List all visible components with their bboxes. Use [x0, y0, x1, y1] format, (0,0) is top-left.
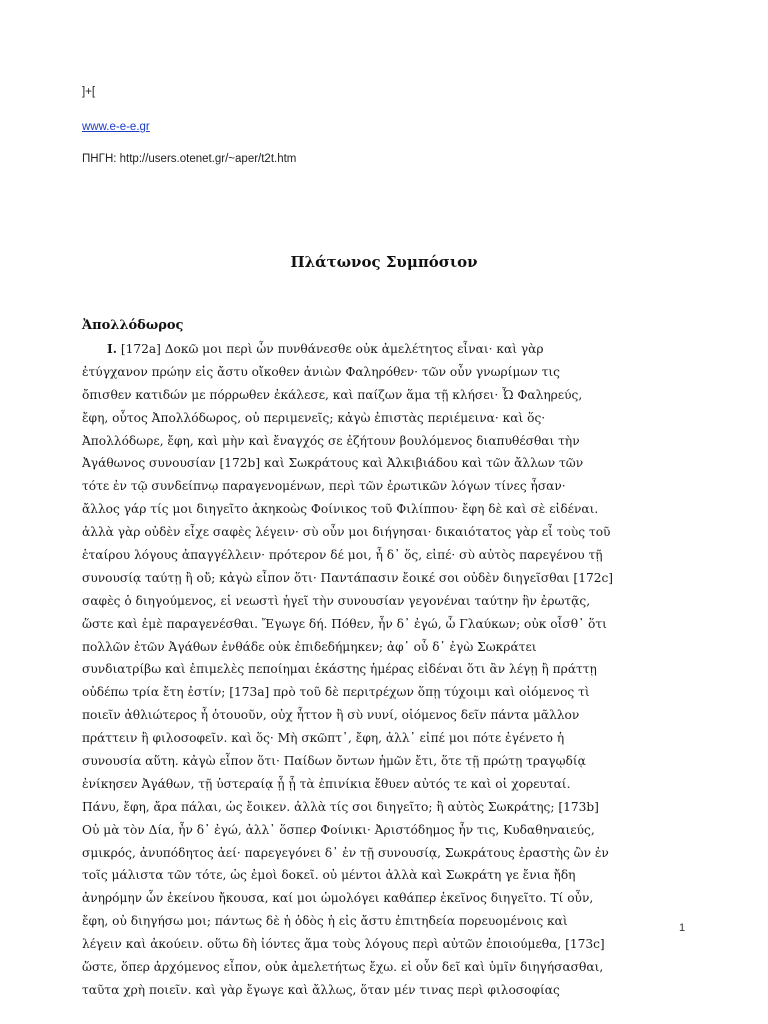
- line-text: σαφὲς ὁ διηγούμενος, εἰ νεωστὶ ἡγεῖ τὴν συνουσίαν γεγονέναι ταύτην ἣν ἐρωτᾷς,: [82, 593, 591, 608]
- speaker-heading: Ἀπολλόδωρος: [82, 318, 184, 333]
- line-text: ὄπισθεν κατιδών με πόρρωθεν ἐκάλεσε, καὶ παίζων ἅμα τῇ κλήσει· Ὦ Φαληρεύς,: [82, 387, 583, 402]
- line-text: σμικρός, ἀνυπόδητος ἀεί· παρεγεγόνει δ᾽ ἐν τῇ συνουσίᾳ, Σωκράτους ἐραστὴς ὢν ἐν: [82, 845, 609, 860]
- page-number: 1: [679, 922, 686, 934]
- text-line: [82, 704, 692, 727]
- line-text: οὐδέπω τρία ἔτη ἐστίν; [173a] πρὸ τοῦ δὲ περιτρέχων ὅπῃ τύχοιμι καὶ οἰόμενος τὶ: [82, 685, 590, 700]
- line-text: τοῖς μάλιστα τῶν τότε, ὡς ἐμοὶ δοκεῖ. οὐ μέντοι ἀλλὰ καὶ Σωκράτη γε ἔνια ἤδη: [82, 868, 576, 883]
- line-text: ἐνίκησεν Ἀγάθων, τῇ ὑστεραίᾳ ᾗ ᾗ τὰ ἐπινίκια ἔθυεν αὐτός τε καὶ οἱ χορευταί.: [82, 776, 571, 791]
- line-text: ἀνηρόμην ὧν ἐκείνου ἤκουσα, καί μοι ὡμολόγει καθάπερ ἐκεῖνος διηγεῖτο. Τί οὖν,: [82, 891, 594, 906]
- text-line: [82, 681, 692, 704]
- text-line: [82, 384, 692, 407]
- text-line: [82, 636, 692, 659]
- section-number: I.: [107, 342, 117, 356]
- text-line: [82, 452, 692, 475]
- line-text: πολλῶν ἐτῶν Ἀγάθων ἐνθάδε οὐκ ἐπιδεδήμηκεν; ἀφ᾽ οὗ δ᾽ ἐγὼ Σωκράτει: [82, 639, 537, 654]
- text-line: [82, 544, 692, 567]
- line-text: ἀλλὰ γὰρ οὐδὲν εἶχε σαφὲς λέγειν· σὺ οὖν μοι διήγησαι· δικαιότατος γὰρ εἶ τοὺς τοῦ: [82, 525, 611, 540]
- text-line: [82, 773, 692, 796]
- line-text: ἔφη, οὗτος Ἀπολλόδωρος, οὐ περιμενεῖς; κἀγὼ ἐπιστὰς περιέμεινα· καὶ ὅς·: [82, 410, 546, 425]
- text-line: [82, 521, 692, 544]
- line-text: Ἀγάθωνος συνουσίαν [172b] καὶ Σωκράτους καὶ Ἀλκιβιάδου καὶ τῶν ἄλλων τῶν: [82, 456, 584, 471]
- line-text: συνδιατρίβω καὶ ἐπιμελὲς πεποίημαι ἑκάστης ἡμέρας εἰδέναι ὅτι ἂν λέγῃ ἢ πράττῃ: [82, 662, 597, 677]
- line-text: ἄλλος γάρ τίς μοι διηγεῖτο ἀκηκοὼς Φοίνικος τοῦ Φιλίππου· ἔφη δὲ καὶ σὲ εἰδέναι.: [82, 502, 599, 517]
- text-line: [82, 979, 692, 1002]
- document-title: Πλάτωνος Συμπόσιον: [290, 253, 478, 271]
- text-line: [82, 338, 692, 361]
- line-text: Ἀπολλόδωρε, ἔφη, καὶ μὴν καὶ ἔναγχός σε ἐζήτουν βουλόμενος διαπυθέσθαι τὴν: [82, 433, 580, 448]
- text-line: [82, 498, 692, 521]
- line-text: πράττειν ἢ φιλοσοφεῖν. καὶ ὅς· Μὴ σκῶπτ᾽, ἔφη, ἀλλ᾽ εἰπέ μοι πότε ἐγένετο ἡ: [82, 731, 565, 746]
- website-link[interactable]: www.e-e-e.gr: [82, 121, 150, 133]
- header-marker: ]+[: [82, 86, 96, 98]
- text-line: [82, 842, 692, 865]
- text-line: [82, 430, 692, 453]
- text-line: [82, 819, 692, 842]
- line-text: συνουσία αὕτη. κἀγὼ εἶπον ὅτι· Παίδων ὄντων ἡμῶν ἔτι, ὅτε τῇ πρώτῃ τραγῳδίᾳ: [82, 754, 586, 769]
- line-text: ταῦτα χρὴ ποιεῖν. καὶ γὰρ ἔγωγε καὶ ἄλλως, ὅταν μέν τινας περὶ φιλοσοφίας: [82, 982, 560, 997]
- text-line: [82, 658, 692, 681]
- line-text: τότε ἐν τῷ συνδείπνῳ παραγενομένων, περὶ τῶν ἐρωτικῶν λόγων τίνες ἦσαν·: [82, 479, 566, 494]
- text-line: [82, 475, 692, 498]
- line-text: Οὐ μὰ τὸν Δία, ἦν δ᾽ ἐγώ, ἀλλ᾽ ὅσπερ Φοίνικι· Ἀριστόδημος ἦν τις, Κυδαθηναιεύς,: [82, 822, 595, 837]
- line-text: ἑταίρου λόγους ἀπαγγέλλειν· πρότερον δέ μοι, ἦ δ᾽ ὅς, εἰπέ· σὺ αὐτὸς παρεγένου τῇ: [82, 548, 603, 563]
- text-line: [82, 613, 692, 636]
- line-text: λέγειν καὶ ἀκούειν. οὕτω δὴ ἰόντες ἅμα τοὺς λόγους περὶ αὐτῶν ἐποιούμεθα, [173c]: [82, 937, 605, 952]
- text-line: [82, 567, 692, 590]
- text-line: [82, 750, 692, 773]
- line-text: ὥστε καὶ ἐμὲ παραγενέσθαι. Ἔγωγε δή. Πόθεν, ἦν δ᾽ ἐγώ, ὦ Γλαύκων; οὐκ οἶσθ᾽ ὅτι: [82, 616, 607, 631]
- line-text: ἔφη, οὐ διηγήσω μοι; πάντως δὲ ἡ ὁδὸς ἡ εἰς ἄστυ ἐπιτηδεία πορευομένοις καὶ: [82, 914, 568, 929]
- text-line: [82, 956, 692, 979]
- line-text: ποιεῖν ἀθλιώτερος ἦ ὁτουοῦν, οὐχ ἧττον ἢ σὺ νυνί, οἰόμενος δεῖν πάντα μᾶλλον: [82, 708, 580, 723]
- line-text: Πάνυ, ἔφη, ἄρα πάλαι, ὡς ἔοικεν. ἀλλὰ τίς σοι διηγεῖτο; ἢ αὐτὸς Σωκράτης; [173b]: [82, 799, 599, 814]
- line-text: συνουσίᾳ ταύτῃ ἢ οὔ; κἀγὼ εἶπον ὅτι· Παντάπασιν ἔοικέ σοι οὐδὲν διηγεῖσθαι [172c]: [82, 570, 614, 585]
- source-line: ΠΗΓΗ: http://users.otenet.gr/~aper/t2t.htm: [82, 153, 297, 165]
- text-line: [82, 796, 692, 819]
- line-text: ἐτύγχανον πρώην εἰς ἄστυ οἴκοθεν ἀνιὼν Φαληρόθεν· τῶν οὖν γνωρίμων τις: [82, 364, 560, 379]
- body-text: [82, 338, 692, 1002]
- text-line: [82, 864, 692, 887]
- text-line: [82, 590, 692, 613]
- text-line: [82, 727, 692, 750]
- text-line: [82, 933, 692, 956]
- text-line: [82, 887, 692, 910]
- text-line: [82, 910, 692, 933]
- text-line: [82, 407, 692, 430]
- line-text: [172a] Δοκῶ μοι περὶ ὧν πυνθάνεσθε οὐκ ἀμελέτητος εἶναι· καὶ γὰρ: [120, 342, 544, 356]
- text-line: [82, 361, 692, 384]
- line-text: ὥστε, ὅπερ ἀρχόμενος εἶπον, οὐκ ἀμελετήτως ἔχω. εἰ οὖν δεῖ καὶ ὑμῖν διηγήσασθαι,: [82, 960, 604, 975]
